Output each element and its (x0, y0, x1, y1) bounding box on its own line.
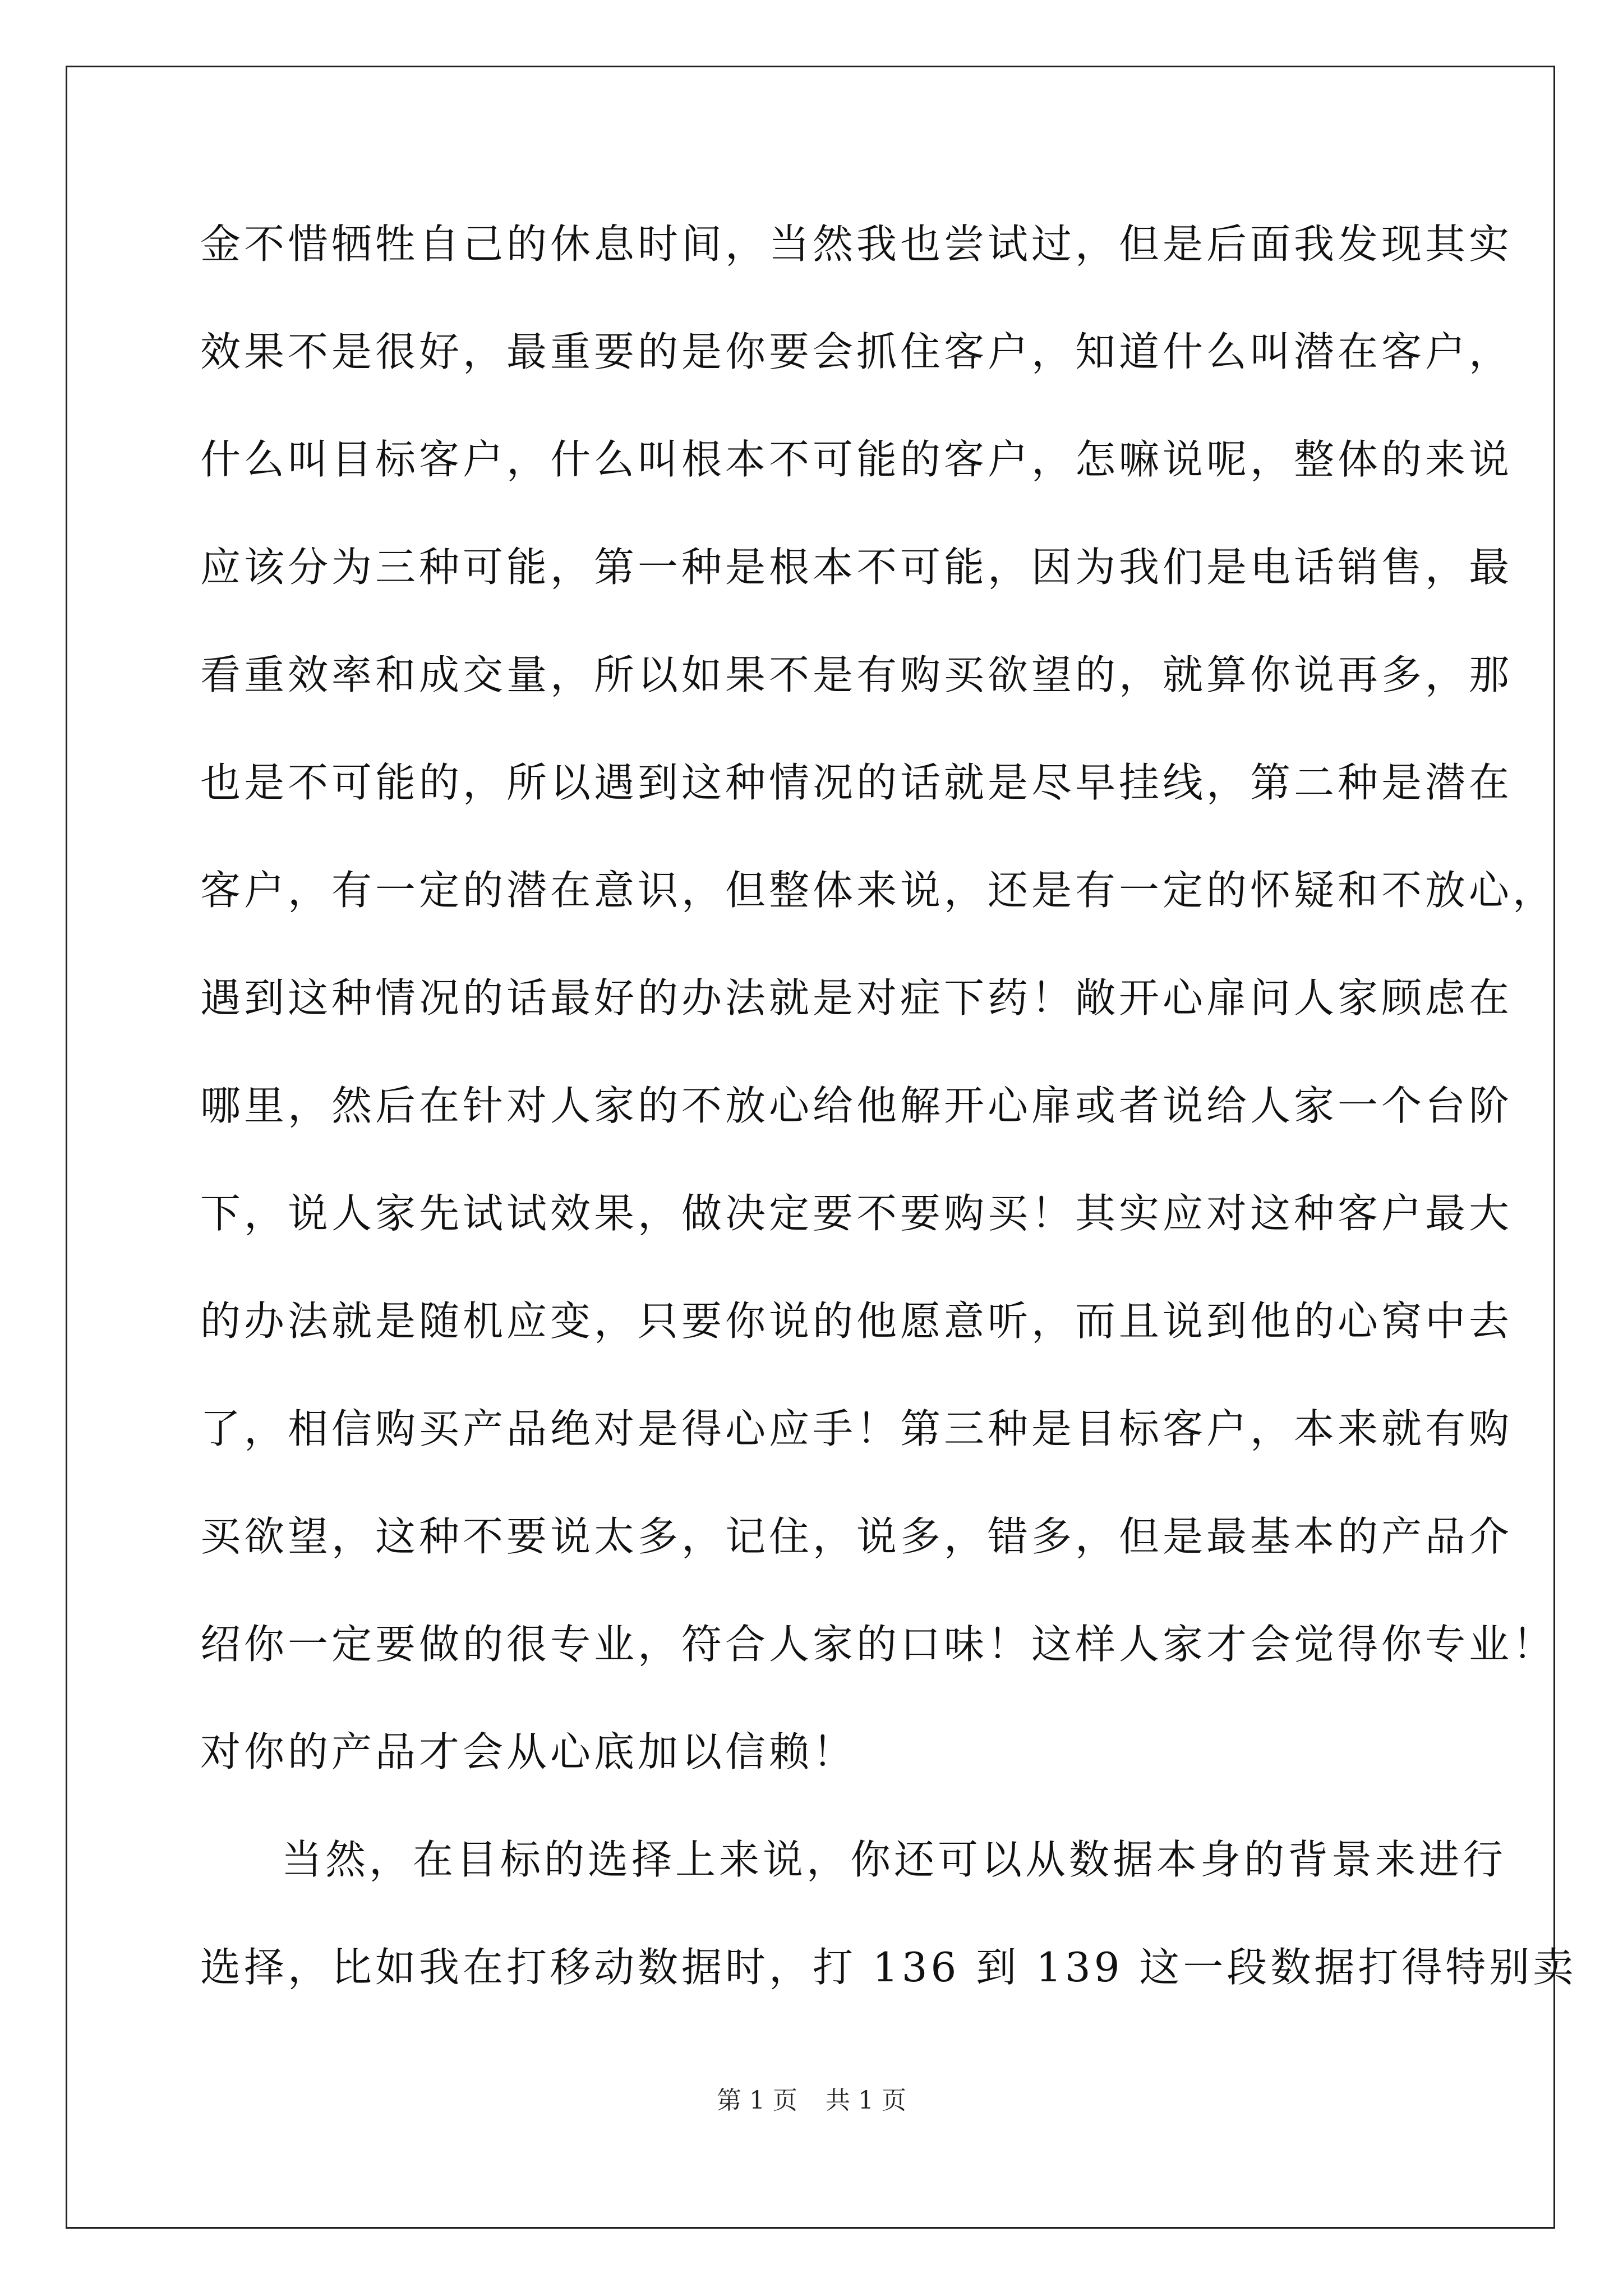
text-line: 客户，有一定的潜在意识，但整体来说，还是有一定的怀疑和不放心， (200, 867, 1557, 914)
text-line: 应该分为三种可能，第一种是根本不可能，因为我们是电话销售，最 (200, 544, 1513, 591)
document-body (200, 208, 1577, 2039)
text-line: 金不惜牺牲自己的休息时间，当然我也尝试过，但是后面我发现其实 (200, 220, 1513, 268)
text-line: 看重效率和成交量，所以如果不是有购买欲望的，就算你说再多，那 (200, 651, 1513, 698)
page-footer (0, 2084, 1623, 2118)
paragraph-first-line: 当然，在目标的选择上来说，你还可以从数据本身的背景来进行 (282, 1836, 1507, 1883)
text-line: 也是不可能的，所以遇到这种情况的话就是尽早挂线，第二种是潜在 (200, 759, 1513, 806)
text-line: 对你的产品才会从心底加以信赖！ (200, 1728, 857, 1775)
text-line: 下，说人家先试试效果，做决定要不要购买！其实应对这种客户最大 (200, 1190, 1513, 1237)
text-line: 效果不是很好，最重要的是你要会抓住客户，知道什么叫潜在客户， (200, 328, 1513, 375)
text-line: 哪里，然后在针对人家的不放心给他解开心扉或者说给人家一个台阶 (200, 1082, 1513, 1129)
page-number-total: 共 1 页 (826, 2086, 906, 2115)
page-number-current: 第 1 页 (717, 2086, 797, 2115)
text-line: 买欲望，这种不要说太多，记住，说多，错多，但是最基本的产品介 (200, 1513, 1513, 1560)
text-line: 选择，比如我在打移动数据时，打 136 到 139 这一段数据打得特别卖 (200, 1944, 1577, 1991)
text-line: 绍你一定要做的很专业，符合人家的口味！这样人家才会觉得你专业！ (200, 1621, 1557, 1668)
text-line: 遇到这种情况的话最好的办法就是对症下药！敞开心扉问人家顾虑在 (200, 974, 1513, 1022)
text-line: 了，相信购买产品绝对是得心应手！第三种是目标客户，本来就有购 (200, 1405, 1513, 1452)
text-line: 什么叫目标客户，什么叫根本不可能的客户，怎嘛说呢，整体的来说 (200, 436, 1513, 483)
text-line: 的办法就是随机应变，只要你说的他愿意听，而且说到他的心窝中去 (200, 1297, 1513, 1345)
